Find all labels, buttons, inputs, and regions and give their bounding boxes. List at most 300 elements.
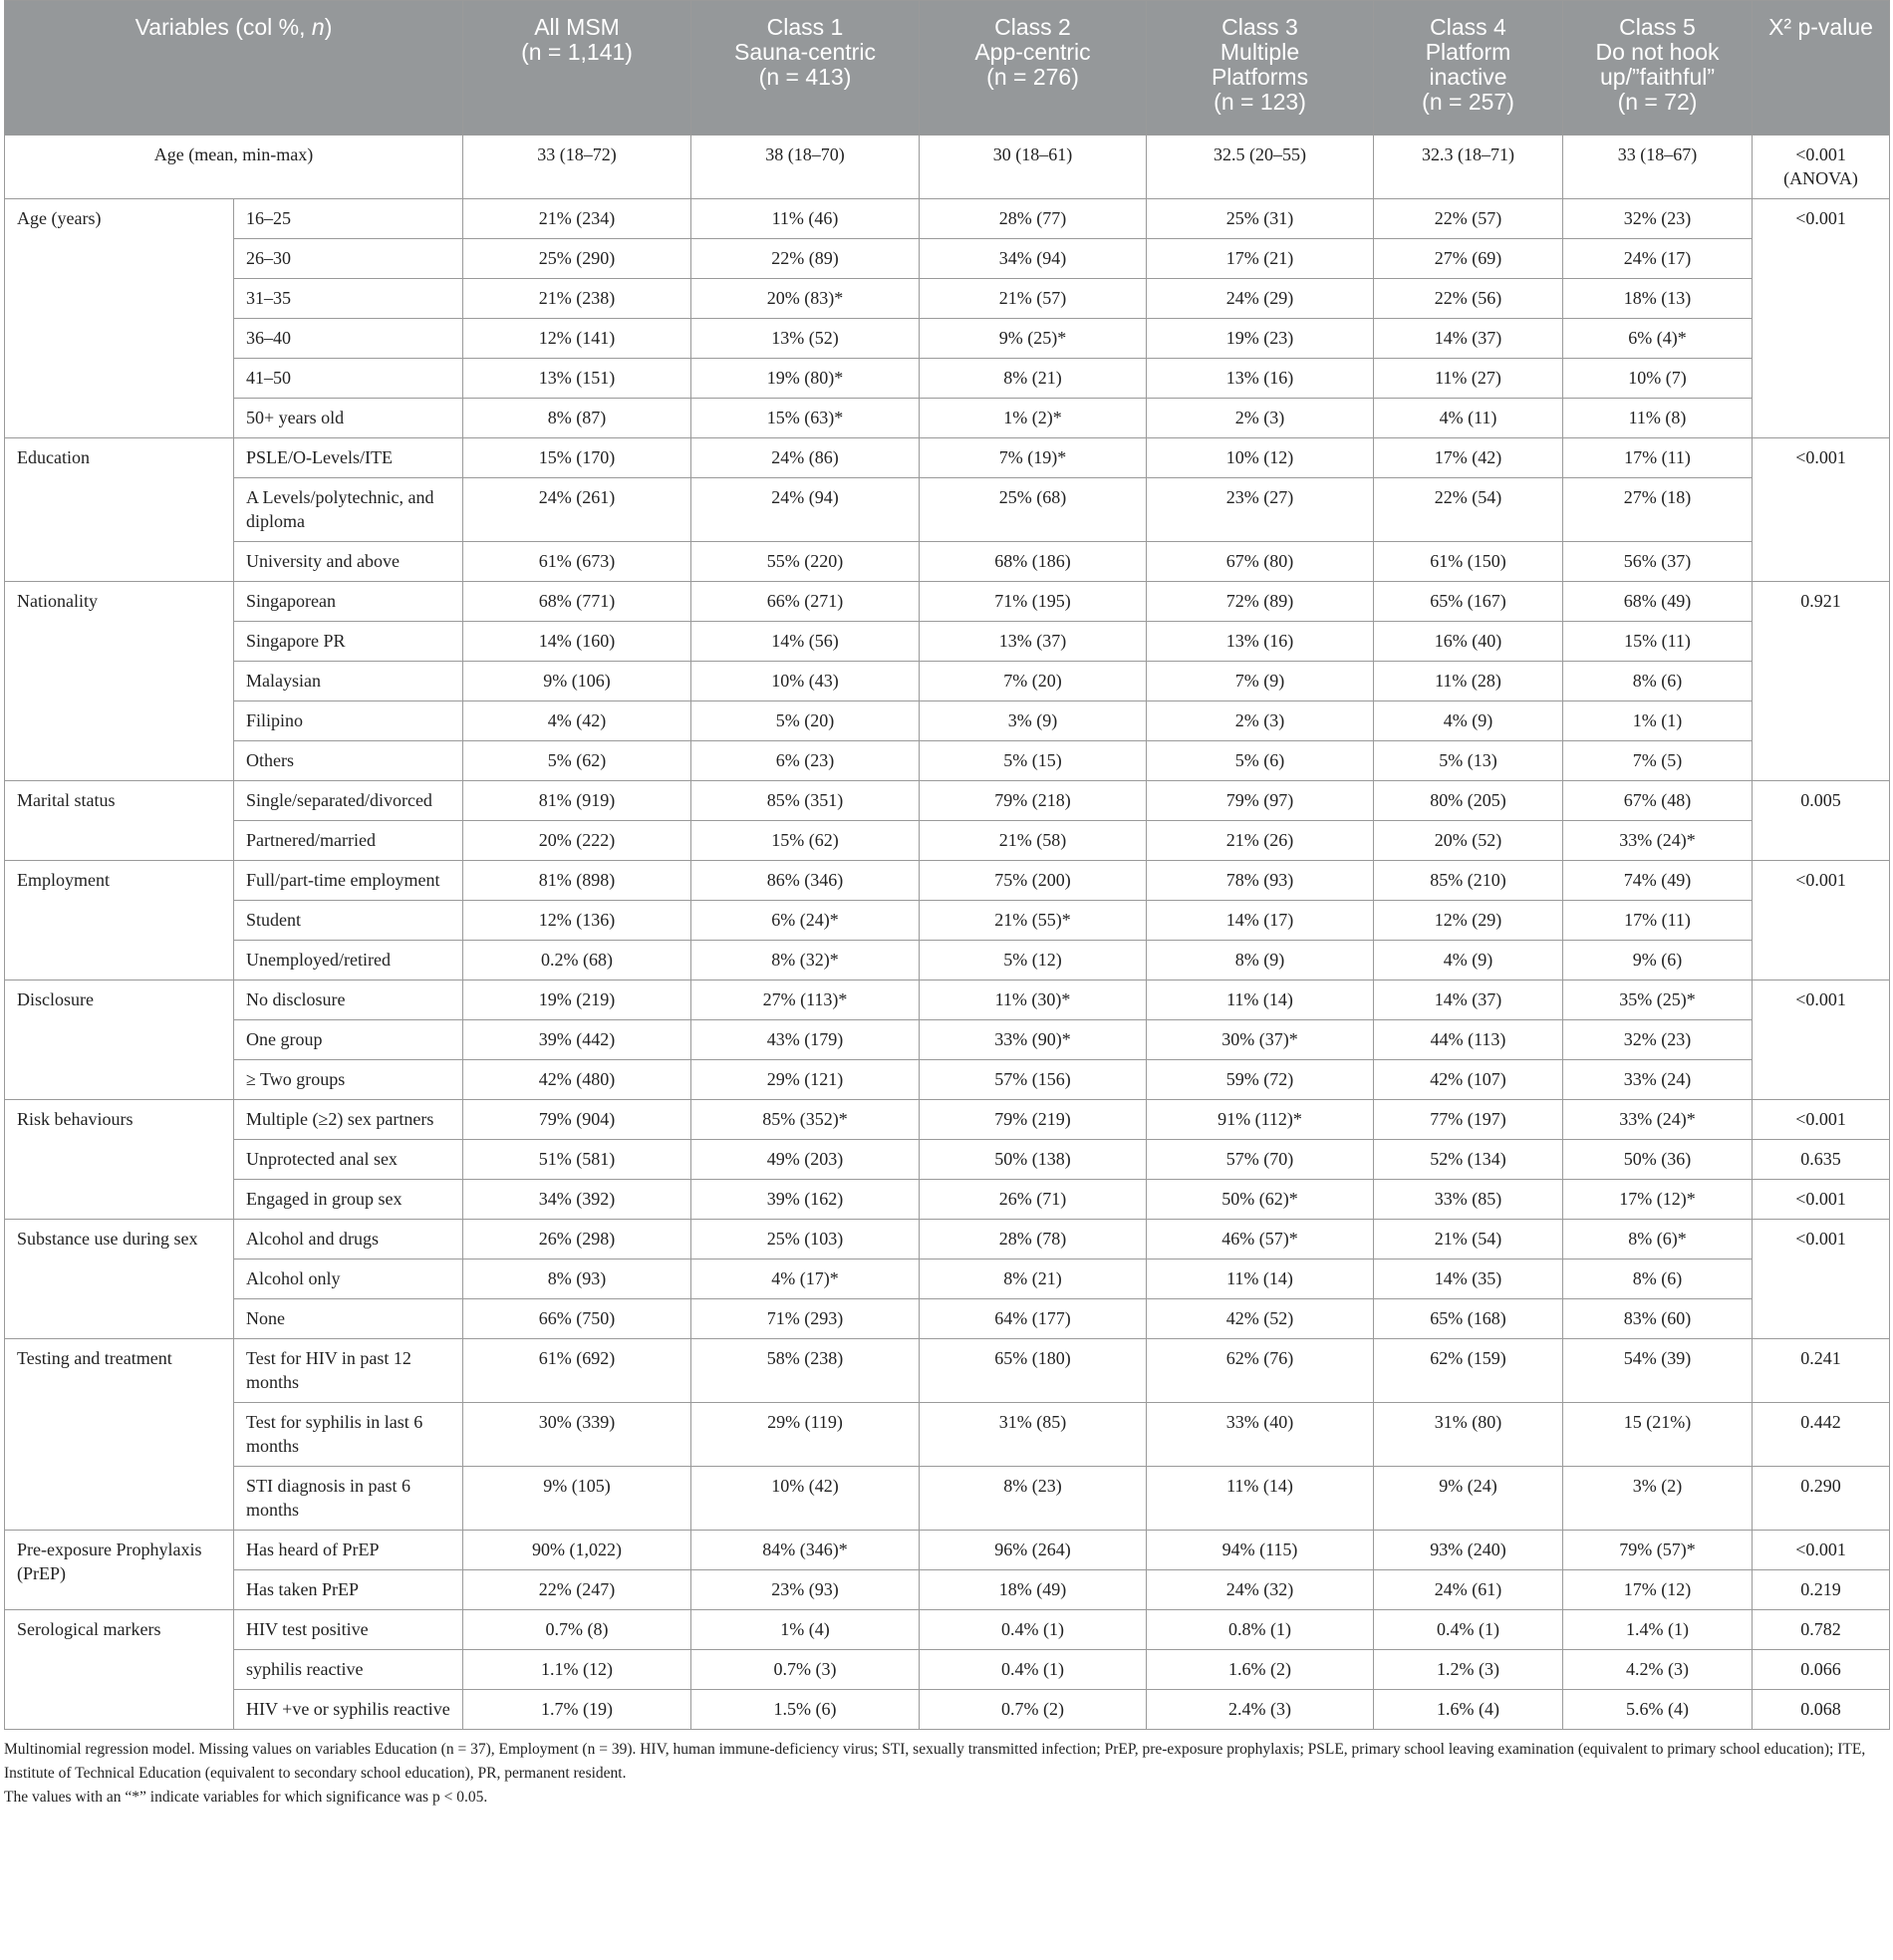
cell: 1.2% (3): [1374, 1650, 1563, 1690]
footnote: The values with an “*” indicate variables for which significance was p < 0.05.: [4, 1789, 488, 1806]
cell: 1% (1): [1563, 701, 1753, 741]
row-label: Singapore PR: [234, 622, 463, 662]
row-label: University and above: [234, 542, 463, 582]
cell: 67% (80): [1147, 542, 1374, 582]
cell: 9% (25)*: [920, 319, 1147, 359]
cell: 21% (54): [1374, 1220, 1563, 1260]
row-label: One group: [234, 1020, 463, 1060]
p-value: 0.290: [1753, 1467, 1890, 1531]
row-label: Single/separated/divorced: [234, 781, 463, 821]
cell: 62% (76): [1147, 1339, 1374, 1403]
cell: 19% (80)*: [691, 359, 920, 399]
cell: 72% (89): [1147, 582, 1374, 622]
cell: 22% (247): [463, 1570, 691, 1610]
cell: 0.7% (3): [691, 1650, 920, 1690]
cell: 67% (48): [1563, 781, 1753, 821]
cell: 33% (24)*: [1563, 821, 1753, 861]
cell: 3% (2): [1563, 1467, 1753, 1531]
row-label: Engaged in group sex: [234, 1180, 463, 1220]
cell: 11% (14): [1147, 1467, 1374, 1531]
cell: 4% (17)*: [691, 1260, 920, 1299]
p-value: 0.635: [1753, 1140, 1890, 1180]
cell: 84% (346)*: [691, 1531, 920, 1570]
cell: 20% (52): [1374, 821, 1563, 861]
cell: 75% (200): [920, 861, 1147, 901]
row-label: Has taken PrEP: [234, 1570, 463, 1610]
cell: 25% (103): [691, 1220, 920, 1260]
header-col-5: [1563, 1, 1753, 136]
cell: 9% (105): [463, 1467, 691, 1531]
header-col-line: Platforms: [1211, 64, 1309, 90]
cell: 61% (150): [1374, 542, 1563, 582]
cell: 54% (39): [1563, 1339, 1753, 1403]
row-label: 36–40: [234, 319, 463, 359]
cell: 85% (210): [1374, 861, 1563, 901]
p-value: 0.442: [1753, 1403, 1890, 1467]
cell: 5.6% (4): [1563, 1690, 1753, 1730]
cell: 79% (97): [1147, 781, 1374, 821]
cell: 4% (9): [1374, 941, 1563, 980]
header-col-0: [463, 1, 691, 136]
cell: 5% (12): [920, 941, 1147, 980]
table-row: [5, 1570, 1890, 1610]
cell: 39% (442): [463, 1020, 691, 1060]
cell: 2% (3): [1147, 399, 1374, 438]
p-value: <0.001: [1753, 438, 1890, 582]
group-label: Pre-exposure Prophylaxis (PrEP): [5, 1531, 234, 1610]
cell: 22% (54): [1374, 478, 1563, 542]
header-col-line: Class 1: [766, 14, 844, 40]
cell: 50% (36): [1563, 1140, 1753, 1180]
group-label: Employment: [5, 861, 234, 980]
p-value: <0.001: [1753, 980, 1890, 1100]
cell: 17% (11): [1563, 901, 1753, 941]
cell: 42% (52): [1147, 1299, 1374, 1339]
row-label: 16–25: [234, 199, 463, 239]
cell: 3% (9): [920, 701, 1147, 741]
cell: 11% (46): [691, 199, 920, 239]
cell: 0.4% (1): [920, 1610, 1147, 1650]
cell: 7% (19)*: [920, 438, 1147, 478]
cell: 5% (20): [691, 701, 920, 741]
cell: 71% (293): [691, 1299, 920, 1339]
cell: 32.3 (18–71): [1374, 136, 1563, 199]
p-value: 0.005: [1753, 781, 1890, 861]
cell: 25% (68): [920, 478, 1147, 542]
header-col-n: (n = 276): [986, 64, 1079, 90]
cell: 29% (121): [691, 1060, 920, 1100]
cell: 21% (26): [1147, 821, 1374, 861]
cell: 85% (351): [691, 781, 920, 821]
cell: 15% (62): [691, 821, 920, 861]
header-variables-n: n: [311, 14, 325, 40]
table-row: [5, 438, 1890, 478]
cell: 6% (23): [691, 741, 920, 781]
p-value: <0.001: [1753, 861, 1890, 980]
table-row: [5, 1531, 1890, 1570]
cell: 17% (12): [1563, 1570, 1753, 1610]
cell: 14% (56): [691, 622, 920, 662]
cell: 25% (31): [1147, 199, 1374, 239]
row-label: STI diagnosis in past 6 months: [234, 1467, 463, 1531]
cell: 8% (23): [920, 1467, 1147, 1531]
row-label: HIV +ve or syphilis reactive: [234, 1690, 463, 1730]
cell: 33% (24): [1563, 1060, 1753, 1100]
cell: 0.7% (2): [920, 1690, 1147, 1730]
p-value: 0.066: [1753, 1650, 1890, 1690]
cell: 33 (18–67): [1563, 136, 1753, 199]
cell: 59% (72): [1147, 1060, 1374, 1100]
cell: 96% (264): [920, 1531, 1147, 1570]
table-row: [5, 1220, 1890, 1260]
cell: 26% (298): [463, 1220, 691, 1260]
cell: 9% (106): [463, 662, 691, 701]
cell: 29% (119): [691, 1403, 920, 1467]
cell: 74% (49): [1563, 861, 1753, 901]
table-row: [5, 239, 1890, 279]
cell: 11% (28): [1374, 662, 1563, 701]
cell: 28% (78): [920, 1220, 1147, 1260]
header-variables: [5, 1, 463, 136]
row-label: 26–30: [234, 239, 463, 279]
header-variables-close: ): [324, 14, 333, 40]
cell: 17% (21): [1147, 239, 1374, 279]
header-col-n: (n = 413): [758, 64, 852, 90]
table-row: [5, 1467, 1890, 1531]
cell: 27% (18): [1563, 478, 1753, 542]
cell: 8% (6): [1563, 1260, 1753, 1299]
cell: 66% (750): [463, 1299, 691, 1339]
table-row: [5, 1339, 1890, 1403]
cell: 0.2% (68): [463, 941, 691, 980]
cell: 24% (261): [463, 478, 691, 542]
header-col-n: (n = 72): [1617, 89, 1698, 115]
cell: 42% (480): [463, 1060, 691, 1100]
table-row: [5, 781, 1890, 821]
cell: 35% (25)*: [1563, 980, 1753, 1020]
cell: 0.7% (8): [463, 1610, 691, 1650]
row-label: Singaporean: [234, 582, 463, 622]
group-label: Marital status: [5, 781, 234, 861]
cell: 13% (16): [1147, 622, 1374, 662]
cell: 10% (43): [691, 662, 920, 701]
cell: 4% (9): [1374, 701, 1563, 741]
cell: 23% (27): [1147, 478, 1374, 542]
cell: 31% (80): [1374, 1403, 1563, 1467]
cell: 57% (70): [1147, 1140, 1374, 1180]
group-label: Nationality: [5, 582, 234, 781]
row-label: Alcohol only: [234, 1260, 463, 1299]
p-value: 0.068: [1753, 1690, 1890, 1730]
table-row: [5, 1060, 1890, 1100]
cell: 9% (24): [1374, 1467, 1563, 1531]
cell: 19% (219): [463, 980, 691, 1020]
cell: 13% (52): [691, 319, 920, 359]
cell: 4% (42): [463, 701, 691, 741]
cell: 32% (23): [1563, 1020, 1753, 1060]
cell: 83% (60): [1563, 1299, 1753, 1339]
cell: 1% (4): [691, 1610, 920, 1650]
header-col-line: Class 3: [1221, 14, 1298, 40]
table-row: [5, 701, 1890, 741]
cell: 57% (156): [920, 1060, 1147, 1100]
cell: 61% (673): [463, 542, 691, 582]
cell: 8% (21): [920, 359, 1147, 399]
cell: 8% (93): [463, 1260, 691, 1299]
table-row: [5, 542, 1890, 582]
cell: 32% (23): [1563, 199, 1753, 239]
p-value: 0.921: [1753, 582, 1890, 781]
cell: 90% (1,022): [463, 1531, 691, 1570]
header-col-n: (n = 257): [1422, 89, 1514, 115]
cell: 1.1% (12): [463, 1650, 691, 1690]
footnote: Multinomial regression model. Missing values on variables Education (n = 37), Employment (n = 39). HIV, human immune-deficiency virus; STI, sexually transmitted infection; PrEP, pre-exposure prophylaxis; PSLE, primary school leaving examination (equivalent to primary school education); ITE, Institute of Technical Education (equivalent to secondary school education), PR, permanent resident.: [4, 1741, 1866, 1782]
cell: 55% (220): [691, 542, 920, 582]
row-label: Unprotected anal sex: [234, 1140, 463, 1180]
cell: 22% (57): [1374, 199, 1563, 239]
table-row: [5, 1260, 1890, 1299]
cell: 11% (8): [1563, 399, 1753, 438]
cell: 4% (11): [1374, 399, 1563, 438]
cell: 15% (11): [1563, 622, 1753, 662]
group-label: Serological markers: [5, 1610, 234, 1730]
cell: 91% (112)*: [1147, 1100, 1374, 1140]
table-row: [5, 1020, 1890, 1060]
header-col-line: Class 2: [994, 14, 1071, 40]
cell: 22% (56): [1374, 279, 1563, 319]
cell: 14% (160): [463, 622, 691, 662]
cell: 17% (12)*: [1563, 1180, 1753, 1220]
header-col-1: [691, 1, 920, 136]
cell: 0.4% (1): [1374, 1610, 1563, 1650]
cell: 68% (49): [1563, 582, 1753, 622]
row-label: Others: [234, 741, 463, 781]
p-value: <0.001: [1753, 1531, 1890, 1570]
header-variables-text: Variables (col %,: [135, 14, 312, 40]
table-container: [4, 0, 1889, 1810]
cell: 86% (346): [691, 861, 920, 901]
table-row: [5, 1610, 1890, 1650]
cell: 14% (37): [1374, 980, 1563, 1020]
cell: 27% (69): [1374, 239, 1563, 279]
cell: 34% (392): [463, 1180, 691, 1220]
cell: 33% (24)*: [1563, 1100, 1753, 1140]
group-label: Education: [5, 438, 234, 582]
table-row: [5, 478, 1890, 542]
cell: 7% (5): [1563, 741, 1753, 781]
header-col-n: (n = 1,141): [521, 39, 633, 65]
cell: 27% (113)*: [691, 980, 920, 1020]
table-row: [5, 1100, 1890, 1140]
header-col-line: Do not hook: [1595, 39, 1720, 65]
header-col-line: App-centric: [974, 39, 1091, 65]
cell: 8% (32)*: [691, 941, 920, 980]
cell: 33% (90)*: [920, 1020, 1147, 1060]
cell: 33% (85): [1374, 1180, 1563, 1220]
cell: 65% (180): [920, 1339, 1147, 1403]
cell: 81% (898): [463, 861, 691, 901]
cell: 65% (168): [1374, 1299, 1563, 1339]
cell: 6% (4)*: [1563, 319, 1753, 359]
header-col-line: Sauna-centric: [734, 39, 876, 65]
cell: 19% (23): [1147, 319, 1374, 359]
header-col-line: up/”faithful”: [1599, 64, 1716, 90]
cell: 24% (94): [691, 478, 920, 542]
header-row: [5, 1, 1890, 136]
cell: 66% (271): [691, 582, 920, 622]
table-row: [5, 399, 1890, 438]
cell: 1.6% (2): [1147, 1650, 1374, 1690]
row-label: Malaysian: [234, 662, 463, 701]
table-row: [5, 319, 1890, 359]
cell: 32.5 (20–55): [1147, 136, 1374, 199]
cell: 21% (238): [463, 279, 691, 319]
header-col-line: Class 4: [1430, 14, 1506, 40]
p-value: <0.001: [1753, 199, 1890, 438]
row-label: 41–50: [234, 359, 463, 399]
cell: 30% (37)*: [1147, 1020, 1374, 1060]
row-label: Unemployed/retired: [234, 941, 463, 980]
row-label: syphilis reactive: [234, 1650, 463, 1690]
cell: 14% (35): [1374, 1260, 1563, 1299]
header-col-2: [920, 1, 1147, 136]
cell: 8% (6): [1563, 662, 1753, 701]
cell: 18% (49): [920, 1570, 1147, 1610]
row-label: PSLE/O-Levels/ITE: [234, 438, 463, 478]
header-col-line: All MSM: [534, 14, 620, 40]
row-label: No disclosure: [234, 980, 463, 1020]
row-label: Filipino: [234, 701, 463, 741]
cell: 56% (37): [1563, 542, 1753, 582]
cell: 71% (195): [920, 582, 1147, 622]
cell: 68% (771): [463, 582, 691, 622]
cell: 17% (11): [1563, 438, 1753, 478]
cell: 49% (203): [691, 1140, 920, 1180]
table-row: [5, 279, 1890, 319]
cell: 2.4% (3): [1147, 1690, 1374, 1730]
row-label: HIV test positive: [234, 1610, 463, 1650]
header-col-4: [1374, 1, 1563, 136]
table-row: [5, 622, 1890, 662]
cell: 94% (115): [1147, 1531, 1374, 1570]
cell: 44% (113): [1374, 1020, 1563, 1060]
cell: 79% (218): [920, 781, 1147, 821]
footnotes: [4, 1738, 1889, 1810]
cell: 12% (29): [1374, 901, 1563, 941]
cell: 34% (94): [920, 239, 1147, 279]
cell: 0.8% (1): [1147, 1610, 1374, 1650]
cell: 11% (14): [1147, 980, 1374, 1020]
table-row: [5, 861, 1890, 901]
cell: 39% (162): [691, 1180, 920, 1220]
cell: 14% (17): [1147, 901, 1374, 941]
cell: 52% (134): [1374, 1140, 1563, 1180]
cell: 79% (904): [463, 1100, 691, 1140]
cell: 1.6% (4): [1374, 1690, 1563, 1730]
cell: 1.5% (6): [691, 1690, 920, 1730]
row-label: 50+ years old: [234, 399, 463, 438]
header-col-line: Multiple: [1219, 39, 1300, 65]
table-row: [5, 1140, 1890, 1180]
row-label: Student: [234, 901, 463, 941]
cell: 31% (85): [920, 1403, 1147, 1467]
cell: 11% (30)*: [920, 980, 1147, 1020]
cell: 13% (16): [1147, 359, 1374, 399]
cell: 21% (234): [463, 199, 691, 239]
cell: 1.7% (19): [463, 1690, 691, 1730]
cell: 79% (219): [920, 1100, 1147, 1140]
p-value: <0.001: [1753, 1180, 1890, 1220]
cell: 8% (9): [1147, 941, 1374, 980]
row-label: Test for syphilis in last 6 months: [234, 1403, 463, 1467]
group-label: Risk behaviours: [5, 1100, 234, 1220]
group-label: Age (years): [5, 199, 234, 438]
p-value: <0.001: [1753, 1220, 1890, 1339]
table-row: [5, 582, 1890, 622]
cell: 24% (29): [1147, 279, 1374, 319]
cell: 20% (222): [463, 821, 691, 861]
cell: 8% (87): [463, 399, 691, 438]
cell: 10% (7): [1563, 359, 1753, 399]
cell: 62% (159): [1374, 1339, 1563, 1403]
cell: 10% (12): [1147, 438, 1374, 478]
cell: 65% (167): [1374, 582, 1563, 622]
header-col-line: Platform: [1425, 39, 1511, 65]
cell: 5% (13): [1374, 741, 1563, 781]
cell: 58% (238): [691, 1339, 920, 1403]
table-row: [5, 941, 1890, 980]
row-label: Alcohol and drugs: [234, 1220, 463, 1260]
table-row: [5, 199, 1890, 239]
cell: 17% (42): [1374, 438, 1563, 478]
group-label: Substance use during sex: [5, 1220, 234, 1339]
cell: 21% (55)*: [920, 901, 1147, 941]
p-value: 0.241: [1753, 1339, 1890, 1403]
cell: 21% (57): [920, 279, 1147, 319]
cell: 77% (197): [1374, 1100, 1563, 1140]
table-row: [5, 821, 1890, 861]
cell: 42% (107): [1374, 1060, 1563, 1100]
p-value: 0.782: [1753, 1610, 1890, 1650]
cell: 6% (24)*: [691, 901, 920, 941]
row-label: Multiple (≥2) sex partners: [234, 1100, 463, 1140]
cell: 81% (919): [463, 781, 691, 821]
header-pvalue: X² p-value: [1753, 1, 1890, 136]
age-summary-row: [5, 136, 1890, 199]
cell: 30% (339): [463, 1403, 691, 1467]
cell: 5% (62): [463, 741, 691, 781]
cell: 61% (692): [463, 1339, 691, 1403]
table-row: [5, 1403, 1890, 1467]
header-col-n: (n = 123): [1214, 89, 1306, 115]
cell: 5% (6): [1147, 741, 1374, 781]
row-label: ≥ Two groups: [234, 1060, 463, 1100]
cell: 9% (6): [1563, 941, 1753, 980]
table-row: [5, 1299, 1890, 1339]
cell: 4.2% (3): [1563, 1650, 1753, 1690]
cell: 13% (37): [920, 622, 1147, 662]
cell: 8% (6)*: [1563, 1220, 1753, 1260]
row-label: Has heard of PrEP: [234, 1531, 463, 1570]
table-body: [5, 136, 1890, 1730]
cell: 25% (290): [463, 239, 691, 279]
cell: 20% (83)*: [691, 279, 920, 319]
cell: 8% (21): [920, 1260, 1147, 1299]
table-row: [5, 662, 1890, 701]
cell: 43% (179): [691, 1020, 920, 1060]
row-label: A Levels/polytechnic, and diploma: [234, 478, 463, 542]
table-row: [5, 359, 1890, 399]
